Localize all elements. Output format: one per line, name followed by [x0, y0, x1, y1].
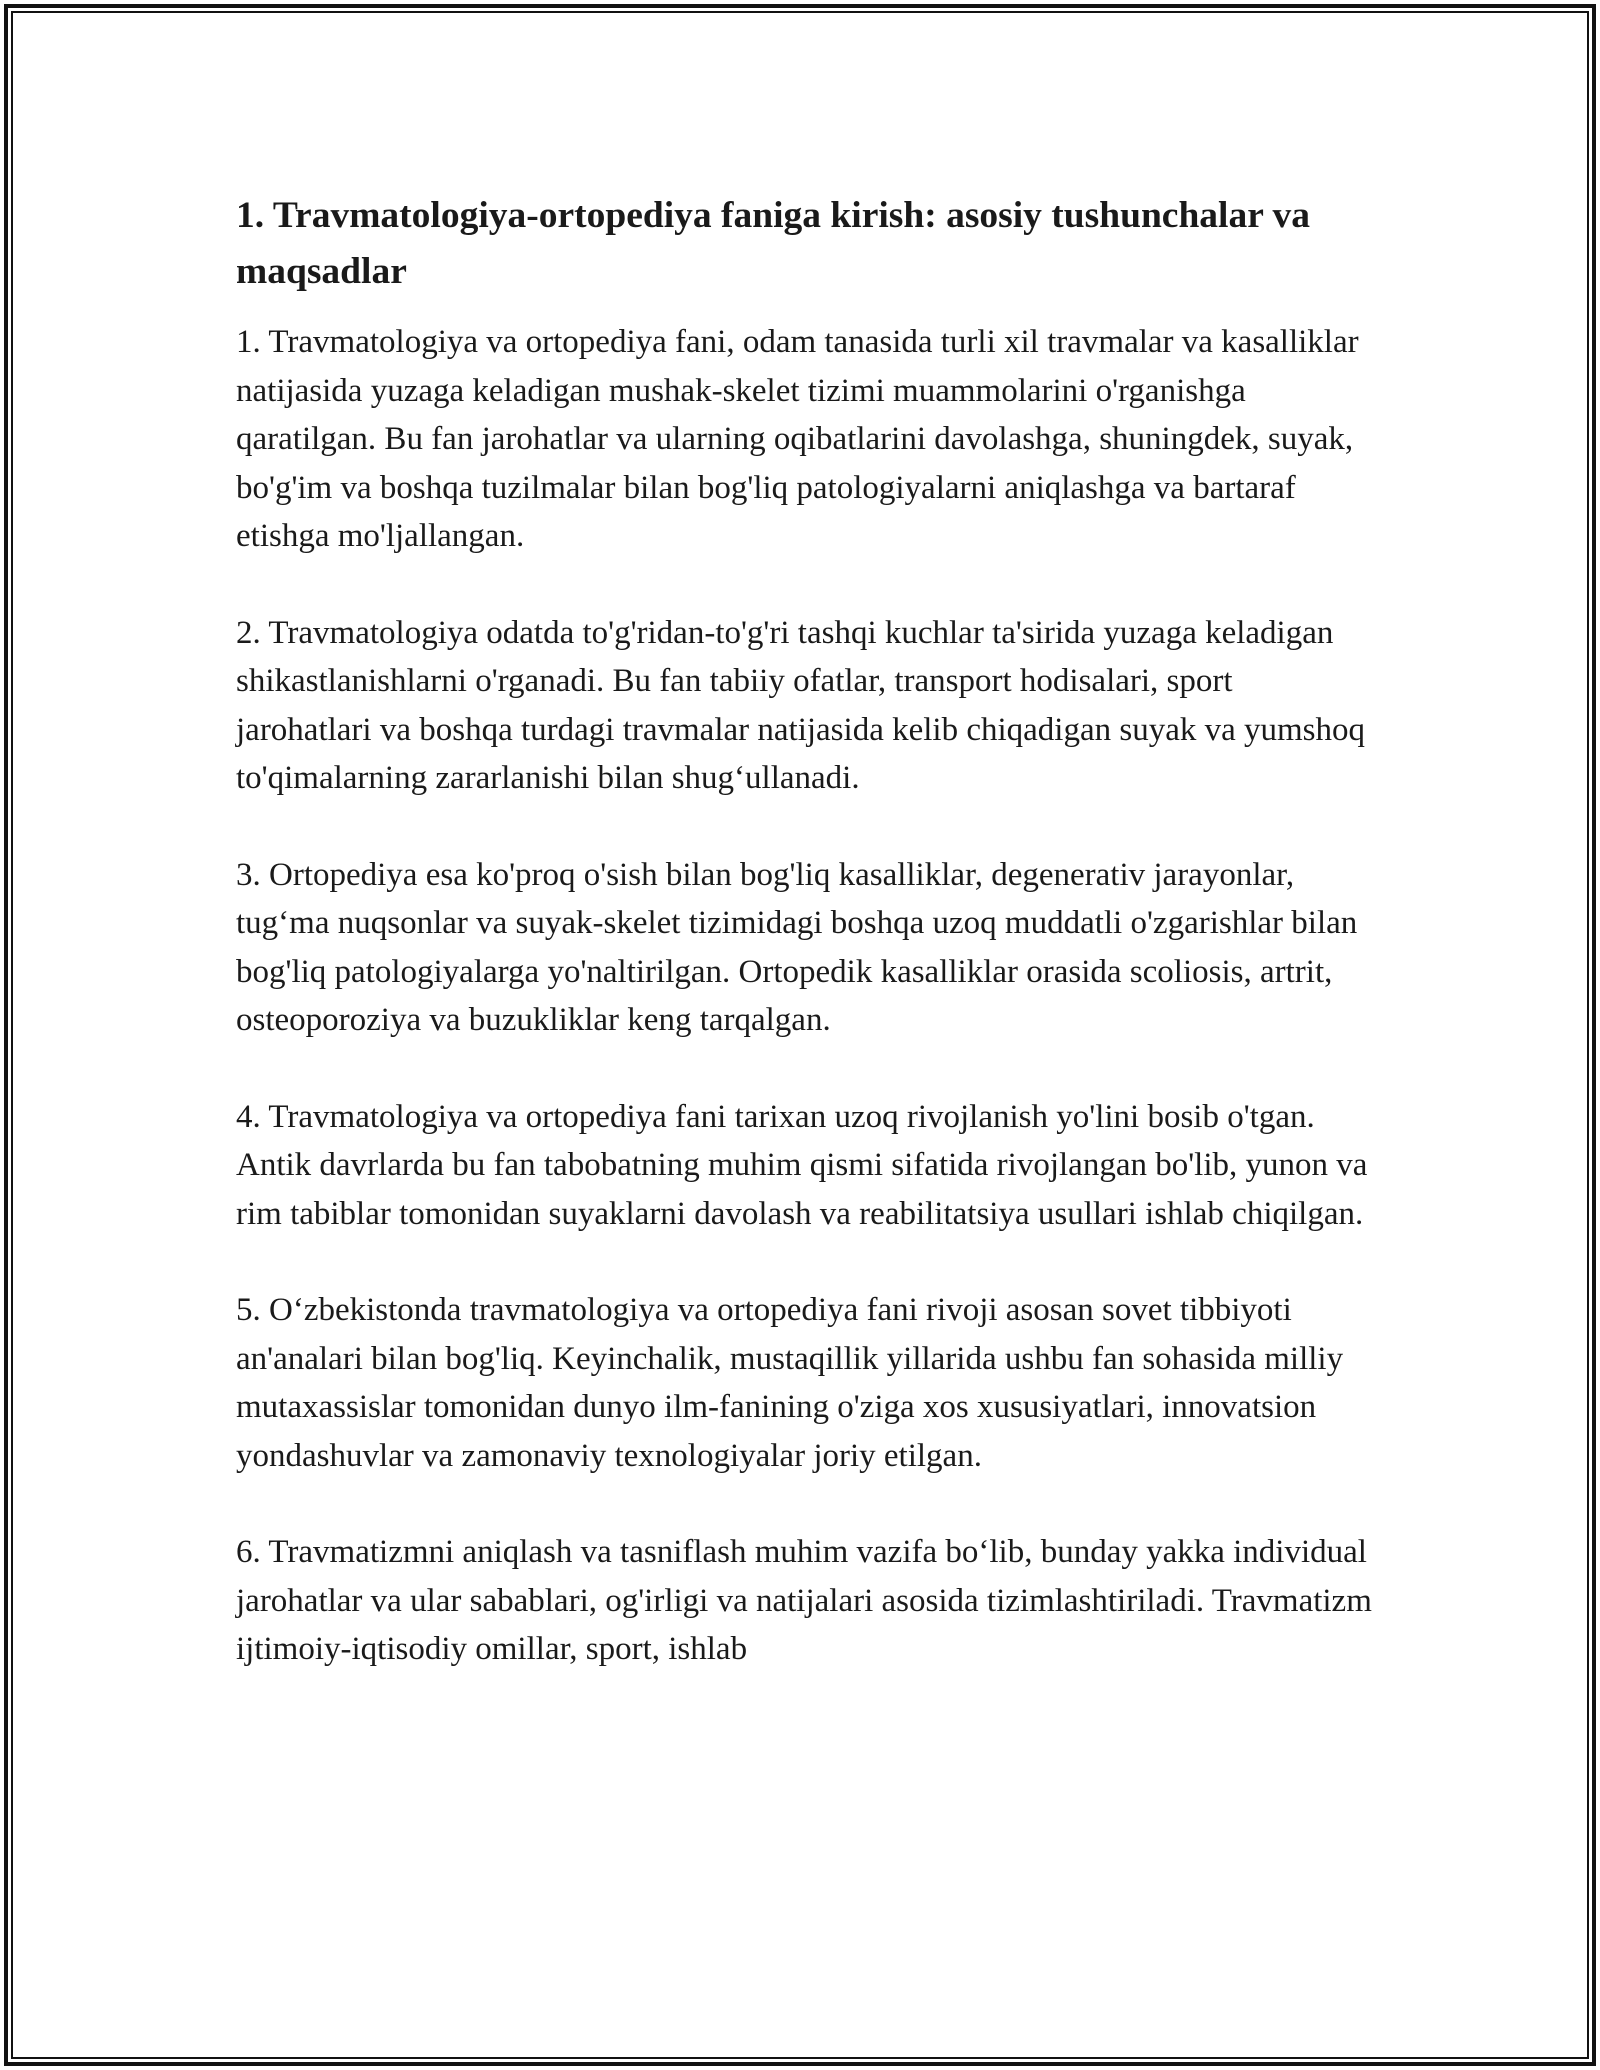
paragraph-3: 3. Ortopediya esa ko'proq o'sish bilan bog'liq kasalliklar, degenerativ jarayonlar, tug‘ma nuqsonlar va suyak-skelet tizimidagi boshqa uzoq muddatli o'zgarishlar bilan bog'liq patologiyalarga yo'naltirilgan. Ortopedik kasalliklar orasida scoliosis, artrit, osteoporoziya va buzukliklar keng tarqalgan. [236, 856, 1358, 1038]
paragraph-6: 6. Travmatizmni aniqlash va tasniflash muhim vazifa bo‘lib, bunday yakka individual jarohatlar va ular sabablari, og'irligi va natijalari asosida tizimlashtiriladi. Travmatizm ijtimoiy-iqtisodiy omillar, sport, ishlab [236, 1534, 1372, 1667]
paragraph-4: 4. Travmatologiya va ortopediya fani tarixan uzoq rivojlanish yo'lini bosib o'tgan. Antik davrlarda bu fan tabobatning muhim qismi sifatida rivojlangan bo'lib, yunon va rim tabiblar tomonidan suyaklarni davolash va reabilitatsiya usullari ishlab chiqilgan. [236, 1098, 1368, 1232]
paragraph-1: 1. Travmatologiya va ortopediya fani, odam tanasida turli xil travmalar va kasalliklar natijasida yuzaga keladigan mushak-skelet tizimi muammolarini o'rganishga qaratilgan. Bu fan jarohatlar va ularning oqibatlarini davolashga, shuningdek, suyak, bo'g'im va boshqa tuzilmalar bilan bog'liq patologiyalarni aniqlashga va bartaraf etishga mo'ljallangan. [236, 324, 1359, 554]
document-title: 1. Travmatologiya-ortopediya faniga kirish: asosiy tushunchalar va maqsadlar [236, 195, 1311, 292]
paragraph-2: 2. Travmatologiya odatda to'g'ridan-to'g'ri tashqi kuchlar ta'sirida yuzaga keladigan shikastlanishlarni o'rganadi. Bu fan tabiiy ofatlar, transport hodisalari, sport jarohatlari va boshqa turdagi travmalar natijasida kelib chiqadigan suyak va yumshoq to'qimalarning zararlanishi bilan shug‘ullanadi. [236, 614, 1365, 796]
document-body [236, 188, 1376, 1722]
paragraph-5: 5. O‘zbekistonda travmatologiya va ortopediya fani rivoji asosan sovet tibbiyoti an'analari bilan bog'liq. Keyinchalik, mustaqillik yillarida ushbu fan sohasida milliy mutaxassislar tomonidan dunyo ilm-fanining o'ziga xos xususiyatlari, innovatsion yondashuvlar va zamonaviy texnologiyalar joriy etilgan. [236, 1292, 1344, 1474]
